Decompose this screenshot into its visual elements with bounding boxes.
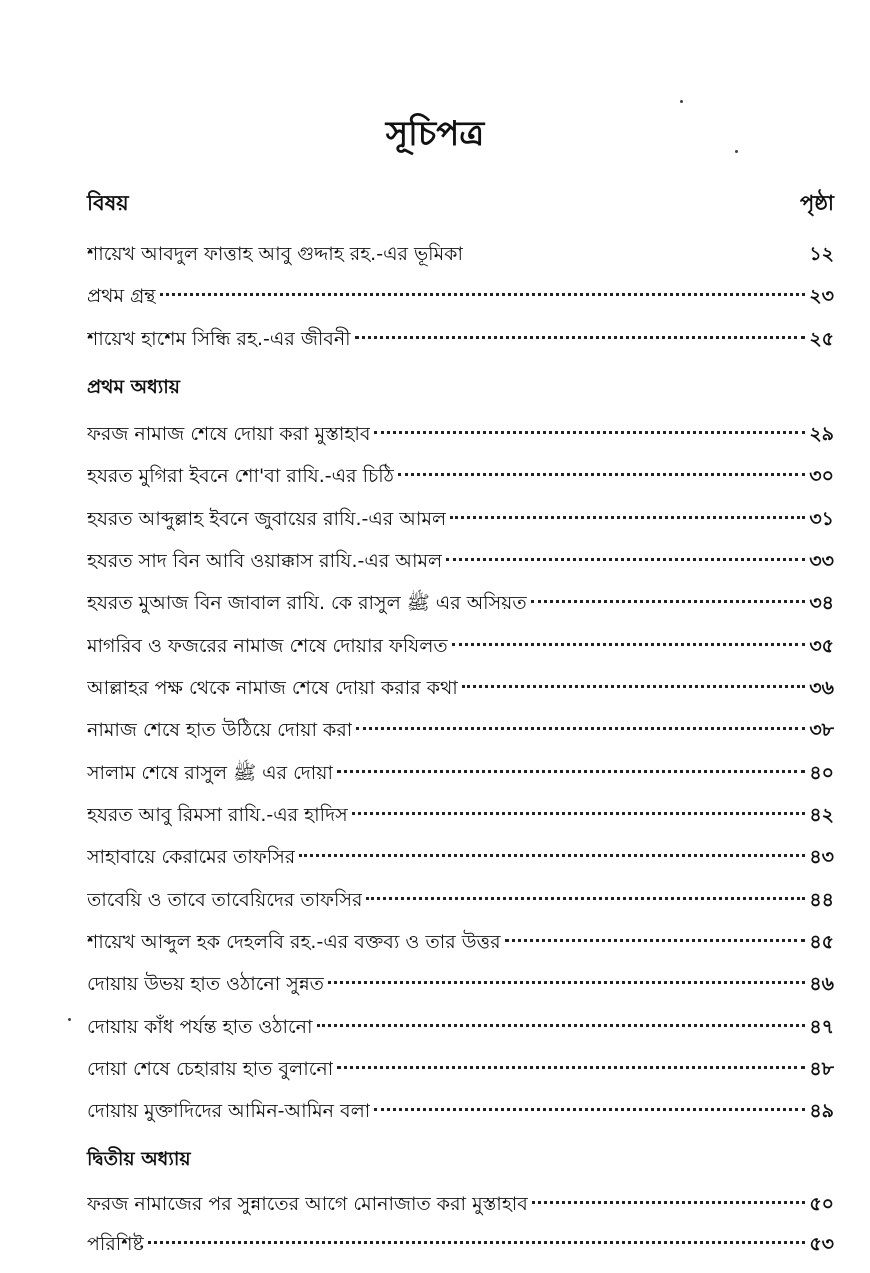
toc-entry-page: ৩৬ <box>809 677 834 699</box>
dot-leader <box>398 473 805 476</box>
dot-leader <box>366 897 805 900</box>
dot-leader <box>337 1066 805 1069</box>
toc-entry[interactable] <box>87 587 834 619</box>
toc-entry[interactable] <box>87 1188 834 1220</box>
toc-entry[interactable] <box>87 799 834 831</box>
toc-entry-page: ৪৭ <box>809 1016 834 1038</box>
toc-entry[interactable] <box>87 1095 834 1127</box>
toc-entry-page: ৪৪ <box>809 889 834 911</box>
page-title: সূচিপত্র <box>385 114 485 154</box>
dot-leader <box>374 431 805 434</box>
toc-entry[interactable] <box>87 841 834 873</box>
dot-leader <box>328 981 805 984</box>
scan-speck <box>68 1018 71 1021</box>
toc-entry-page: ৪০ <box>809 762 834 784</box>
toc-entry-page: ৪৬ <box>809 973 834 995</box>
toc-entry-page: ২৩ <box>809 285 834 307</box>
page-column-label: পৃষ্ঠা <box>799 191 834 215</box>
toc-entry-page: ৪২ <box>809 804 834 826</box>
toc-entry-title: হযরত মুআজ বিন জাবাল রাযি. কে রাসুল ﷺ এর অসিয়ত <box>87 592 527 614</box>
toc-entry[interactable] <box>87 545 834 577</box>
toc-entry[interactable] <box>87 1011 834 1043</box>
toc-entry-title: পরিশিষ্ট <box>87 1233 144 1255</box>
toc-entry-title: দোয়ায় কাঁধ পর্যন্ত হাত ওঠানো <box>87 1016 313 1038</box>
toc-entry-page: ২৫ <box>809 328 834 350</box>
dot-leader <box>450 516 805 519</box>
toc-entry-title: মাগরিব ও ফজরের নামাজ শেষে দোয়ার ফযিলত <box>87 635 448 657</box>
toc-entry-page: ৪৯ <box>809 1100 834 1122</box>
toc-entry-title: প্রথম গ্রন্থ <box>87 285 156 307</box>
toc-entry-page: ৪৫ <box>809 931 834 953</box>
toc-entry-title: দোয়ায় উভয় হাত ওঠানো সুন্নত <box>87 973 324 995</box>
dot-leader <box>337 770 805 773</box>
toc-entry-page: ৫০ <box>809 1193 834 1215</box>
toc-entry-page: ২৯ <box>809 423 834 445</box>
toc-entry-page: ৩৪ <box>809 592 834 614</box>
dot-leader <box>374 1108 805 1111</box>
toc-entry-page: ৪৩ <box>809 846 834 868</box>
column-header <box>87 186 834 220</box>
toc-entry-title: হযরত মুগিরা ইবনে শো'বা রাযি.-এর চিঠি <box>87 465 394 487</box>
toc-entry[interactable] <box>87 630 834 662</box>
toc-entry-title: দোয়ায় মুক্তাদিদের আমিন-আমিন বলা <box>87 1100 371 1122</box>
toc-entry-title: হযরত সাদ বিন আবি ওয়াক্কাস রাযি.-এর আমল <box>87 550 443 572</box>
toc-entry[interactable] <box>87 968 834 1000</box>
toc-entry-title: শায়েখ আব্দুল হক দেহলবি রহ.-এর বক্তব্য ও তার উত্তর <box>87 931 501 953</box>
toc-entry-page: ৩০ <box>809 465 834 487</box>
toc-entry[interactable] <box>87 672 834 704</box>
toc-entry-page: ৫৩ <box>809 1233 834 1255</box>
toc-entry-page: ৪৮ <box>809 1058 834 1080</box>
chapter-heading: প্রথম অধ্যায় <box>87 376 180 398</box>
dot-leader <box>505 939 806 942</box>
toc-entry-page: ৩৮ <box>809 719 834 741</box>
subject-column-label: বিষয় <box>87 191 129 215</box>
dot-leader <box>355 336 806 339</box>
dot-leader <box>532 1201 805 1204</box>
toc-entry-title: আল্লাহর পক্ষ থেকে নামাজ শেষে দোয়া করার কথা <box>87 677 458 699</box>
dot-leader <box>356 727 805 730</box>
toc-entry[interactable] <box>87 460 834 492</box>
toc-entry-title: ফরজ নামাজ শেষে দোয়া করা মুস্তাহাব <box>87 423 371 445</box>
toc-entry[interactable] <box>87 714 834 746</box>
dot-leader <box>531 600 806 603</box>
dot-leader <box>317 1024 806 1027</box>
toc-entry[interactable] <box>87 757 834 789</box>
scan-speck <box>735 150 738 153</box>
toc-entry-title: হযরত আব্দুল্লাহ ইবনে জুবায়ের রাযি.-এর আমল <box>87 508 447 530</box>
toc-entry-page: ৩৫ <box>809 635 834 657</box>
toc-entry[interactable] <box>87 1228 834 1260</box>
toc-entry-title: তাবেয়ি ও তাবে তাবেয়িদের তাফসির <box>87 889 363 911</box>
toc-entry[interactable] <box>87 503 834 535</box>
toc-entry-page: ১২ <box>809 243 834 265</box>
toc-entry-title: নামাজ শেষে হাত উঠিয়ে দোয়া করা <box>87 719 353 741</box>
dot-leader <box>160 293 806 296</box>
toc-entry[interactable] <box>87 280 834 312</box>
chapter-heading: দ্বিতীয় অধ্যায় <box>87 1148 191 1170</box>
toc-entry-title: সাহাবায়ে কেরামের তাফসির <box>87 846 296 868</box>
dot-leader <box>352 812 806 815</box>
scan-speck <box>680 100 683 103</box>
toc-entry-title: শায়েখ হাশেম সিন্ধি রহ.-এর জীবনী <box>87 328 351 350</box>
dot-leader <box>462 685 805 688</box>
toc-entry[interactable] <box>87 884 834 916</box>
dot-leader <box>148 1241 805 1244</box>
toc-entry-title: হযরত আবু রিমসা রাযি.-এর হাদিস <box>87 804 348 826</box>
toc-entry-page: ৩১ <box>809 508 834 530</box>
toc-entry-page: ৩৩ <box>809 550 834 572</box>
toc-entry[interactable] <box>87 926 834 958</box>
dot-leader <box>446 558 805 561</box>
toc-entry[interactable] <box>87 238 834 270</box>
dot-leader <box>299 854 805 857</box>
toc-entry[interactable] <box>87 323 834 355</box>
toc-entry[interactable] <box>87 1053 834 1085</box>
toc-entry-title: দোয়া শেষে চেহারায় হাত বুলানো <box>87 1058 334 1080</box>
toc-entry-title: ফরজ নামাজের পর সুন্নাতের আগে মোনাজাত করা মুস্তাহাব <box>87 1193 528 1215</box>
dot-leader <box>452 643 806 646</box>
toc-entry-title: শায়েখ আবদুল ফাত্তাহ আবু গুদ্দাহ রহ.-এর ভূমিকা <box>87 243 463 265</box>
toc-entry-title: সালাম শেষে রাসুল ﷺ এর দোয়া <box>87 762 333 784</box>
toc-entry[interactable] <box>87 418 834 450</box>
